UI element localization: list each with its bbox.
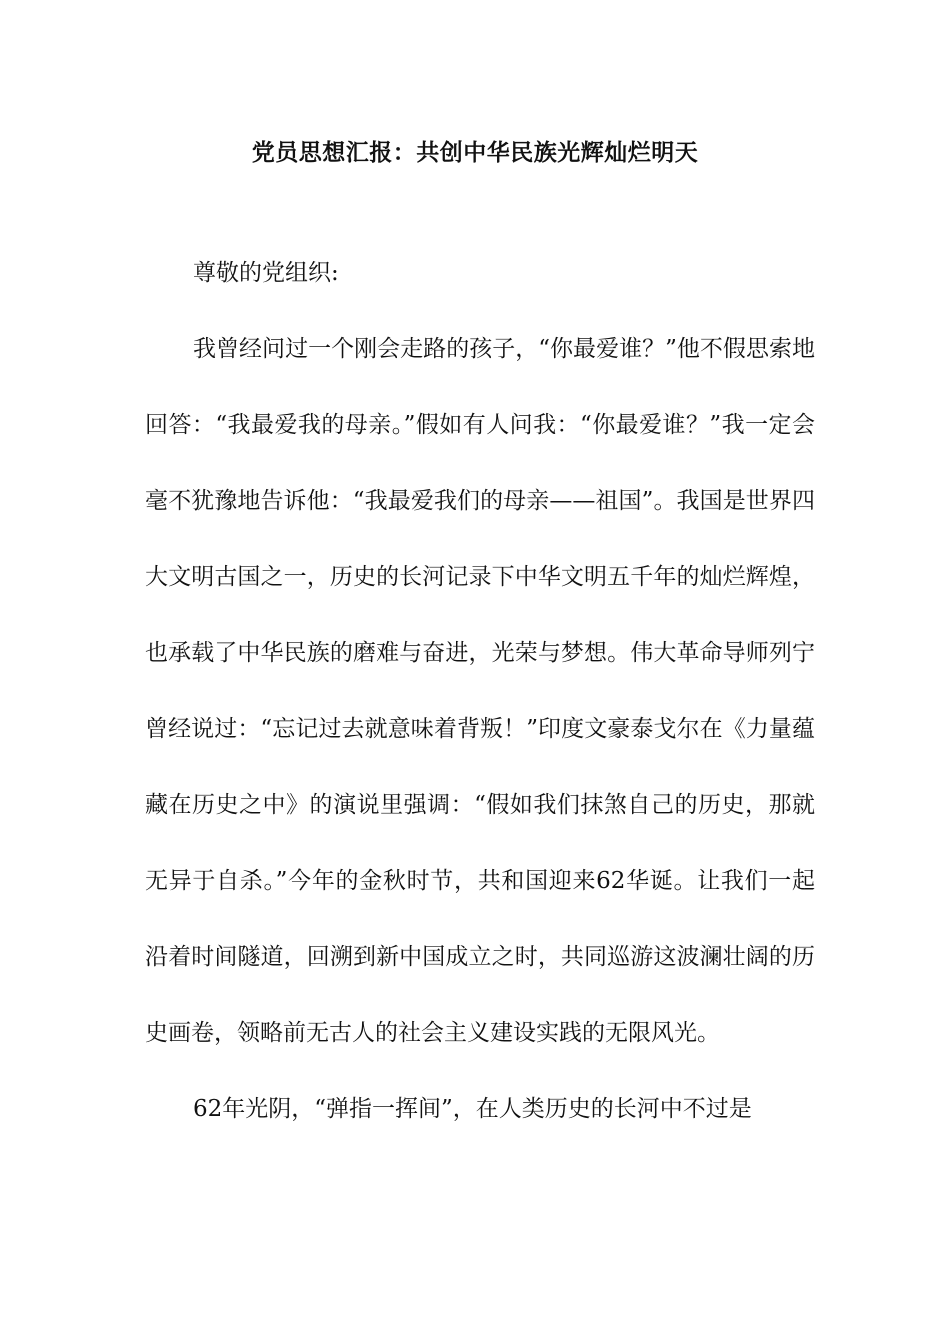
paragraph-2: 62年光阴，“弹指一挥间”，在人类历史的长河中不过是	[193, 1096, 752, 1122]
document-title: 党员思想汇报：共创中华民族光辉灿烂明天	[251, 140, 699, 166]
salutation: 尊敬的党组织:	[193, 260, 339, 286]
paragraph-1: 我曾经问过一个刚会走路的孩子，“你最爱谁？”他不假思索地回答：“我最爱我的母亲。”假如有人问我：“你最爱谁？”我一定会毫不犹豫地告诉他：“我最爱我们的母亲——祖国”。我国是世界四大文明古国之一，历史的长河记录下中华文明五千年的灿烂辉煌，也承载了中华民族的磨难与奋进，光荣与梦想。伟大革命导师列宁曾经说过：“忘记过去就意味着背叛！”印度文豪泰戈尔在《力量蕴藏在历史之中》的演说里强调：“假如我们抹煞自己的历史，那就无异于自杀。”今年的金秋时节，共和国迎来62华诞。让我们一起沿着时间隧道，回溯到新中国成立之时，共同巡游这波澜壮阔的历史画卷，领略前无古人的社会主义建设实践的无限风光。	[145, 336, 815, 1046]
document-body	[145, 235, 815, 1147]
